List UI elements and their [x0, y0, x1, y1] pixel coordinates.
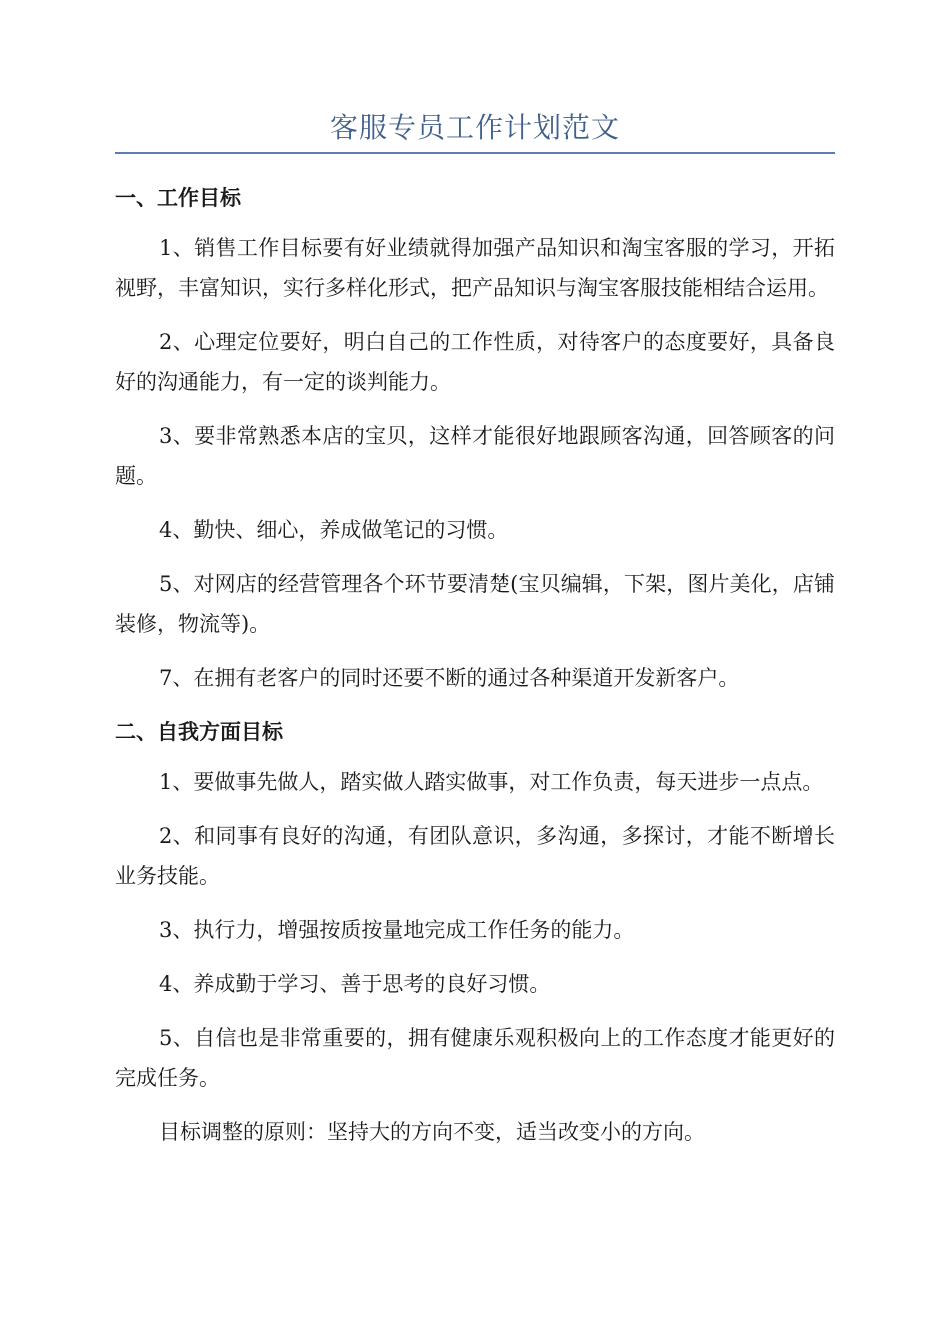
section-work-goals: [115, 178, 835, 698]
title-underline: [115, 152, 835, 154]
paragraph: 1、销售工作目标要有好业绩就得加强产品知识和淘宝客服的学习，开拓视野，丰富知识，实行多样化形式，把产品知识与淘宝客服技能相结合运用。: [115, 236, 835, 300]
paragraph: 4、养成勤于学习、善于思考的良好习惯。: [159, 972, 551, 996]
section-heading: 二、自我方面目标: [115, 720, 283, 744]
document-page: [115, 108, 835, 1166]
document-title: 客服专员工作计划范文: [329, 111, 620, 144]
paragraph: 3、要非常熟悉本店的宝贝，这样才能很好地跟顾客沟通，回答顾客的问题。: [115, 424, 835, 488]
paragraph: 2、心理定位要好，明白自己的工作性质，对待客户的态度要好，具备良好的沟通能力，有一定的谈判能力。: [115, 330, 835, 394]
paragraph: 5、自信也是非常重要的，拥有健康乐观积极向上的工作态度才能更好的完成任务。: [115, 1026, 835, 1090]
paragraph: 5、对网店的经营管理各个环节要清楚(宝贝编辑，下架，图片美化，店铺装修，物流等)。: [115, 572, 835, 636]
closing-paragraph: 目标调整的原则：坚持大的方向不变，适当改变小的方向。: [159, 1120, 705, 1144]
paragraph: 3、执行力，增强按质按量地完成工作任务的能力。: [159, 918, 635, 942]
paragraph: 4、勤快、细心，养成做笔记的习惯。: [159, 518, 509, 542]
section-self-goals: [115, 712, 835, 1098]
paragraph: 7、在拥有老客户的同时还要不断的通过各种渠道开发新客户。: [159, 666, 740, 690]
paragraph: 1、要做事先做人，踏实做人踏实做事，对工作负责，每天进步一点点。: [159, 770, 824, 794]
paragraph: 2、和同事有良好的沟通，有团队意识，多沟通，多探讨，才能不断增长业务技能。: [115, 824, 835, 888]
section-heading: 一、工作目标: [115, 186, 241, 210]
